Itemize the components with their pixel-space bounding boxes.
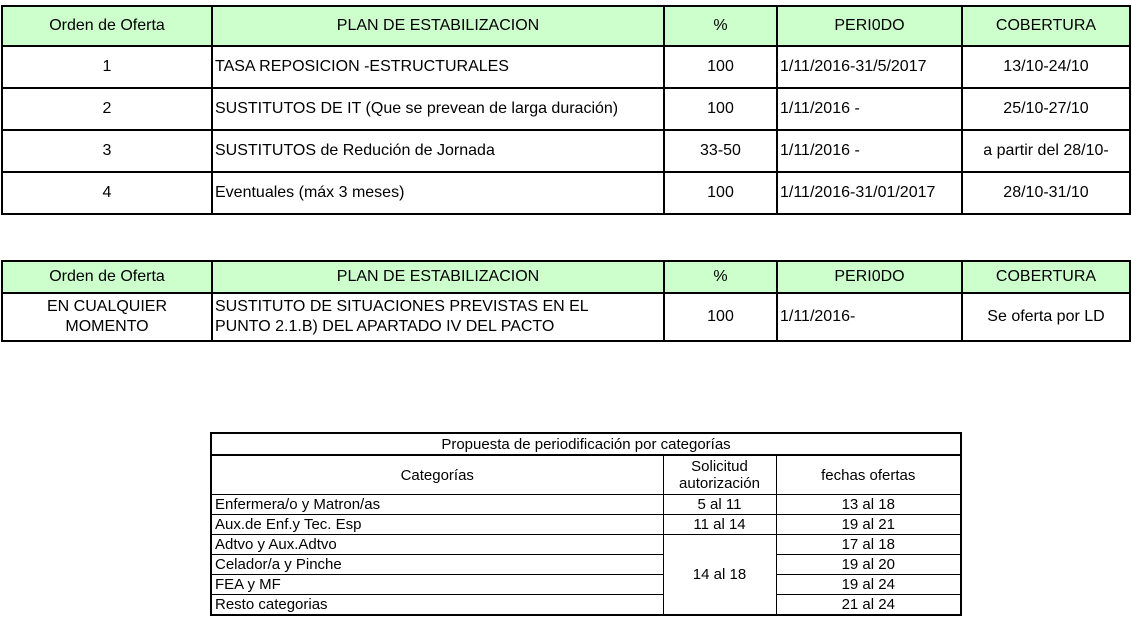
cell-fechas: 19 al 21	[776, 515, 961, 535]
table-row	[211, 555, 961, 575]
cell-plan: SUSTITUTOS de Redución de Jornada	[212, 130, 664, 172]
cell-categoria: Resto categorias	[211, 595, 663, 616]
cell-fechas: 19 al 20	[776, 555, 961, 575]
cell-periodo: 1/11/2016 -	[777, 88, 962, 130]
header-solicitud-line1: Solicitud	[691, 458, 748, 475]
cell-plan: TASA REPOSICION -ESTRUCTURALES	[212, 46, 664, 88]
cell-plan	[212, 293, 664, 341]
cell-solicitud: 5 al 11	[663, 495, 776, 515]
header-percent: %	[664, 261, 777, 293]
header-solicitud-line2: autorización	[679, 475, 760, 492]
cell-periodo: 1/11/2016-31/01/2017	[777, 172, 962, 214]
cell-plan: Eventuales (máx 3 meses)	[212, 172, 664, 214]
cell-cobertura: 28/10-31/10	[962, 172, 1130, 214]
table-row	[211, 595, 961, 616]
header-categorias: Categorías	[211, 455, 663, 495]
cell-percent: 33-50	[664, 130, 777, 172]
table-header-row	[2, 6, 1130, 46]
header-cobertura: COBERTURA	[962, 261, 1130, 293]
cell-categoria: Adtvo y Aux.Adtvo	[211, 535, 663, 555]
cell-categoria: FEA y MF	[211, 575, 663, 595]
header-plan: PLAN DE ESTABILIZACION	[212, 6, 664, 46]
table-row	[2, 293, 1130, 341]
cell-orden	[2, 293, 212, 341]
cell-percent: 100	[664, 172, 777, 214]
cell-solicitud: 14 al 18	[663, 535, 776, 616]
header-percent: %	[664, 6, 777, 46]
cell-cobertura: Se oferta por LD	[962, 293, 1130, 341]
cell-orden-line1: EN CUALQUIER	[46, 298, 168, 315]
cell-plan-line2: PUNTO 2.1.B) DEL APARTADO IV DEL PACTO	[215, 318, 555, 335]
stabilization-plan-table	[1, 5, 1131, 215]
cell-periodo: 1/11/2016 -	[777, 130, 962, 172]
header-orden: Orden de Oferta	[2, 6, 212, 46]
cell-orden: 4	[2, 172, 212, 214]
cell-cobertura: 25/10-27/10	[962, 88, 1130, 130]
cell-categoria: Aux.de Enf.y Tec. Esp	[211, 515, 663, 535]
cell-fechas: 21 al 24	[776, 595, 961, 616]
cell-cobertura: 13/10-24/10	[962, 46, 1130, 88]
cell-categoria: Enfermera/o y Matron/as	[211, 495, 663, 515]
cell-percent: 100	[664, 88, 777, 130]
cell-orden-line2: MOMENTO	[65, 318, 149, 335]
table-title-row	[211, 433, 961, 455]
table-header-row	[2, 261, 1130, 293]
cell-plan: SUSTITUTOS DE IT (Que se prevean de larga duración)	[212, 88, 664, 130]
header-fechas: fechas ofertas	[776, 455, 961, 495]
table-row	[2, 172, 1130, 214]
cell-fechas: 17 al 18	[776, 535, 961, 555]
header-periodo: PERI0DO	[777, 261, 962, 293]
categories-schedule-table	[210, 432, 962, 616]
cell-fechas: 13 al 18	[776, 495, 961, 515]
cell-plan-line1: SUSTITUTO DE SITUACIONES PREVISTAS EN EL	[215, 298, 589, 315]
table-title: Propuesta de periodificación por categorías	[211, 433, 961, 455]
header-orden: Orden de Oferta	[2, 261, 212, 293]
header-plan: PLAN DE ESTABILIZACION	[212, 261, 664, 293]
special-plan-table	[1, 260, 1131, 342]
table-row	[2, 130, 1130, 172]
table-row	[211, 535, 961, 555]
cell-periodo: 1/11/2016-	[777, 293, 962, 341]
header-cobertura: COBERTURA	[962, 6, 1130, 46]
table-row	[211, 515, 961, 535]
cell-categoria: Celador/a y Pinche	[211, 555, 663, 575]
cell-orden: 2	[2, 88, 212, 130]
table-header-row	[211, 455, 961, 495]
header-solicitud	[663, 455, 776, 495]
header-periodo: PERI0DO	[777, 6, 962, 46]
cell-orden: 3	[2, 130, 212, 172]
cell-percent: 100	[664, 293, 777, 341]
cell-orden: 1	[2, 46, 212, 88]
table-row	[2, 88, 1130, 130]
cell-cobertura: a partir del 28/10-	[962, 130, 1130, 172]
table-row	[211, 575, 961, 595]
cell-solicitud: 11 al 14	[663, 515, 776, 535]
cell-periodo: 1/11/2016-31/5/2017	[777, 46, 962, 88]
table-row	[211, 495, 961, 515]
cell-percent: 100	[664, 46, 777, 88]
table-row	[2, 46, 1130, 88]
cell-fechas: 19 al 24	[776, 575, 961, 595]
